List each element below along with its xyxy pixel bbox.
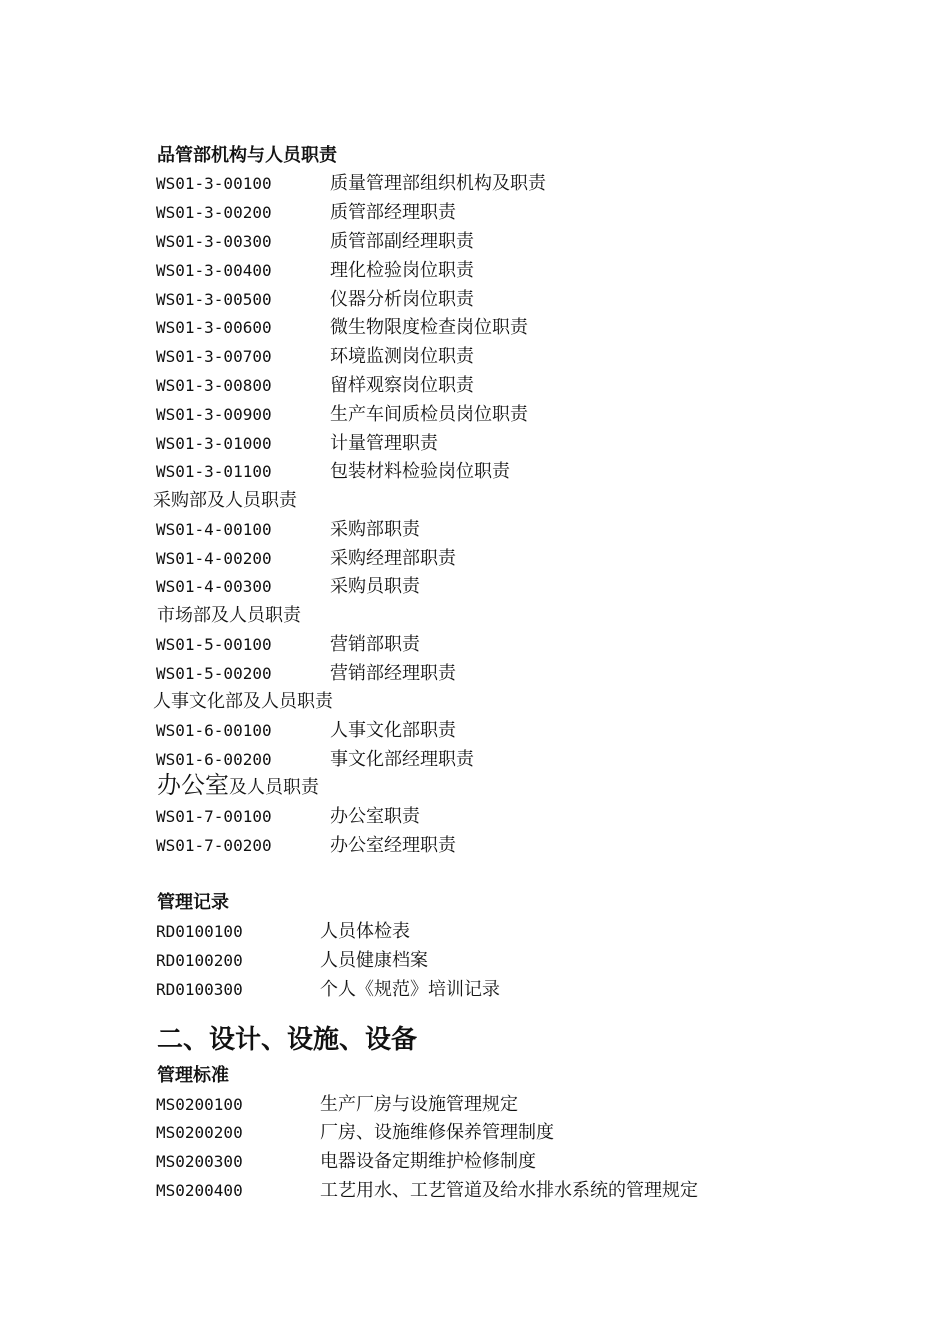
doc-title: 电器设备定期维护检修制度 <box>320 1151 536 1172</box>
office-heading-large: 办公室 <box>157 771 229 799</box>
doc-code: WS01-5-00200 <box>156 664 272 683</box>
doc-code: WS01-3-00500 <box>156 290 272 309</box>
doc-title: 人员健康档案 <box>320 950 428 971</box>
doc-code: WS01-3-00600 <box>156 318 272 337</box>
doc-title: 生产厂房与设施管理规定 <box>320 1094 518 1115</box>
doc-title: 采购部职责 <box>330 519 420 540</box>
doc-title: 办公室职责 <box>330 806 420 827</box>
doc-title: 生产车间质检员岗位职责 <box>330 404 528 425</box>
section-heading-quality: 品管部机构与人员职责 <box>157 145 337 166</box>
doc-code: WS01-3-01000 <box>156 434 272 453</box>
doc-code: MS0200400 <box>156 1181 243 1200</box>
category-heading-hr: 人事文化部及人员职责 <box>153 691 333 712</box>
doc-title: 人员体检表 <box>320 921 410 942</box>
doc-code: WS01-7-00100 <box>156 807 272 826</box>
doc-code: MS0200100 <box>156 1095 243 1114</box>
doc-title: 质管部副经理职责 <box>330 231 474 252</box>
chapter-heading-design: 二、设计、设施、设备 <box>157 1025 418 1055</box>
category-heading-market: 市场部及人员职责 <box>157 605 301 626</box>
doc-code: WS01-5-00100 <box>156 635 272 654</box>
doc-title: 采购员职责 <box>330 576 420 597</box>
doc-title: 营销部经理职责 <box>330 663 456 684</box>
doc-code: WS01-4-00200 <box>156 549 272 568</box>
doc-title: 事文化部经理职责 <box>330 749 474 770</box>
doc-code: WS01-3-01100 <box>156 462 272 481</box>
doc-code: RD0100200 <box>156 951 243 970</box>
doc-code: MS0200200 <box>156 1123 243 1142</box>
doc-code: WS01-4-00300 <box>156 577 272 596</box>
doc-title: 办公室经理职责 <box>330 835 456 856</box>
doc-code: WS01-6-00100 <box>156 721 272 740</box>
category-heading-office <box>157 770 319 803</box>
doc-code: WS01-7-00200 <box>156 836 272 855</box>
doc-title: 留样观察岗位职责 <box>330 375 474 396</box>
office-heading-rest: 及人员职责 <box>229 777 319 798</box>
doc-code: RD0100300 <box>156 980 243 999</box>
doc-code: WS01-3-00100 <box>156 174 272 193</box>
doc-title: 厂房、设施维修保养管理制度 <box>320 1122 554 1143</box>
doc-title: 仪器分析岗位职责 <box>330 289 474 310</box>
doc-title: 环境监测岗位职责 <box>330 346 474 367</box>
doc-title: 工艺用水、工艺管道及给水排水系统的管理规定 <box>320 1180 698 1201</box>
doc-code: WS01-3-00700 <box>156 347 272 366</box>
doc-code: WS01-3-00300 <box>156 232 272 251</box>
doc-title: 微生物限度检查岗位职责 <box>330 317 528 338</box>
doc-title: 采购经理部职责 <box>330 548 456 569</box>
category-heading-purchase: 采购部及人员职责 <box>153 490 297 511</box>
doc-code: WS01-3-00800 <box>156 376 272 395</box>
doc-code: WS01-6-00200 <box>156 750 272 769</box>
doc-code: MS0200300 <box>156 1152 243 1171</box>
doc-title: 人事文化部职责 <box>330 720 456 741</box>
doc-title: 包装材料检验岗位职责 <box>330 461 510 482</box>
doc-title: 营销部职责 <box>330 634 420 655</box>
doc-code: RD0100100 <box>156 922 243 941</box>
doc-title: 质量管理部组织机构及职责 <box>330 173 546 194</box>
doc-title: 个人《规范》培训记录 <box>320 979 500 1000</box>
doc-code: WS01-4-00100 <box>156 520 272 539</box>
doc-code: WS01-3-00400 <box>156 261 272 280</box>
doc-title: 质管部经理职责 <box>330 202 456 223</box>
doc-code: WS01-3-00900 <box>156 405 272 424</box>
doc-title: 计量管理职责 <box>330 433 438 454</box>
section-heading-standards: 管理标准 <box>157 1065 229 1086</box>
doc-title: 理化检验岗位职责 <box>330 260 474 281</box>
doc-code: WS01-3-00200 <box>156 203 272 222</box>
section-heading-records: 管理记录 <box>157 892 229 913</box>
